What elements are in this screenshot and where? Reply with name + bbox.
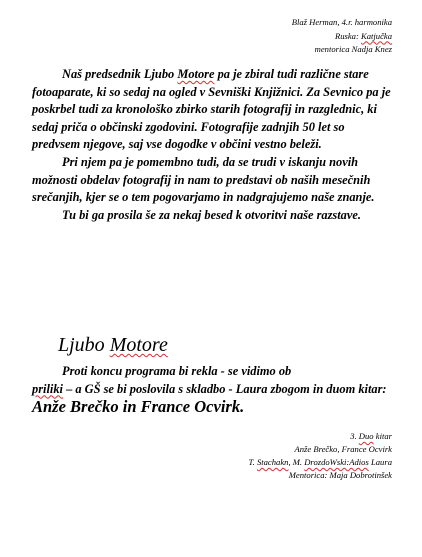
spellcheck-word-motore: Motore [177, 67, 215, 81]
performance-credits [248, 430, 392, 482]
header-line-2 [292, 30, 392, 44]
spellcheck-word-stachakn: Stachakn [256, 457, 289, 467]
paragraph-2: Pri njem pa je pomembno tudi, da se trudi v iskanju novih možnosti obdelav fotografij in nam to predstavi ob naših mesečnih srečanjih, kjer se o tem pogovarjamo in nadgrajujemo naše znanje. [32, 154, 375, 205]
credits-line-3 [248, 456, 392, 469]
spellcheck-word-heading-motore: Motore [109, 334, 168, 356]
body-text [32, 66, 392, 224]
paragraph-1-start: Naš predsednik Ljubo [62, 67, 178, 81]
paragraph-1 [32, 66, 392, 154]
header-line-1: Blaž Herman, 4.r. harmonika [291, 17, 392, 27]
credits-composer-prefix: T. [248, 457, 257, 467]
heading-first-name: Ljubo [58, 334, 110, 356]
credits-line-4: Mentorica: Maja Dobrotinšek [288, 470, 392, 480]
header-piece-prefix: Ruska: [334, 30, 361, 41]
credits-piece-suffix: Laura [368, 457, 392, 467]
closing-line-rest [32, 381, 402, 418]
performer-header [292, 16, 392, 57]
closing-paragraph [32, 363, 402, 418]
credits-line-1 [248, 430, 392, 443]
performers-names: Anže Brečko in France Ocvirk. [32, 397, 245, 417]
credits-line-2: Anže Brečko, France Ocvirk [294, 444, 392, 454]
paragraph-1-rest: pa je zbiral tudi različne stare fotoaparate, ki so sedaj na ogled v Sevniški Knjižnici. Za Sevnico pa je poskrbel tudi za kronološko zbirko starih fotografij in razglednic, ki sedaj priča o občinski zgodovini. Fotografije zadnjih 50 let so predvsem njegove, saj vse dogodke v občini vestno beleži. [32, 67, 391, 152]
spellcheck-word-katjucka: Katjučka [360, 30, 392, 41]
closing-middle: – a GŠ se bi poslovila s skladbo - Laura zbogom in duom kitar: [62, 381, 387, 396]
credits-number: 3. [350, 431, 359, 441]
credits-instrument: kitar [373, 431, 392, 441]
credits-composer-separator: , M. [288, 457, 305, 467]
closing-line-1: Proti koncu programa bi rekla - se vidimo ob [62, 364, 292, 378]
spellcheck-word-drozdowski: DrozdoWski:Adios [304, 457, 369, 467]
spellcheck-word-duo: Duo [358, 431, 374, 441]
paragraph-3: Tu bi ga prosila še za nekaj besed k otvoritvi naše razstave. [62, 207, 361, 222]
header-line-3: mentorica Nadja Knez [314, 44, 392, 54]
speaker-heading [58, 333, 168, 357]
spellcheck-word-priliki: priliki [32, 381, 63, 396]
